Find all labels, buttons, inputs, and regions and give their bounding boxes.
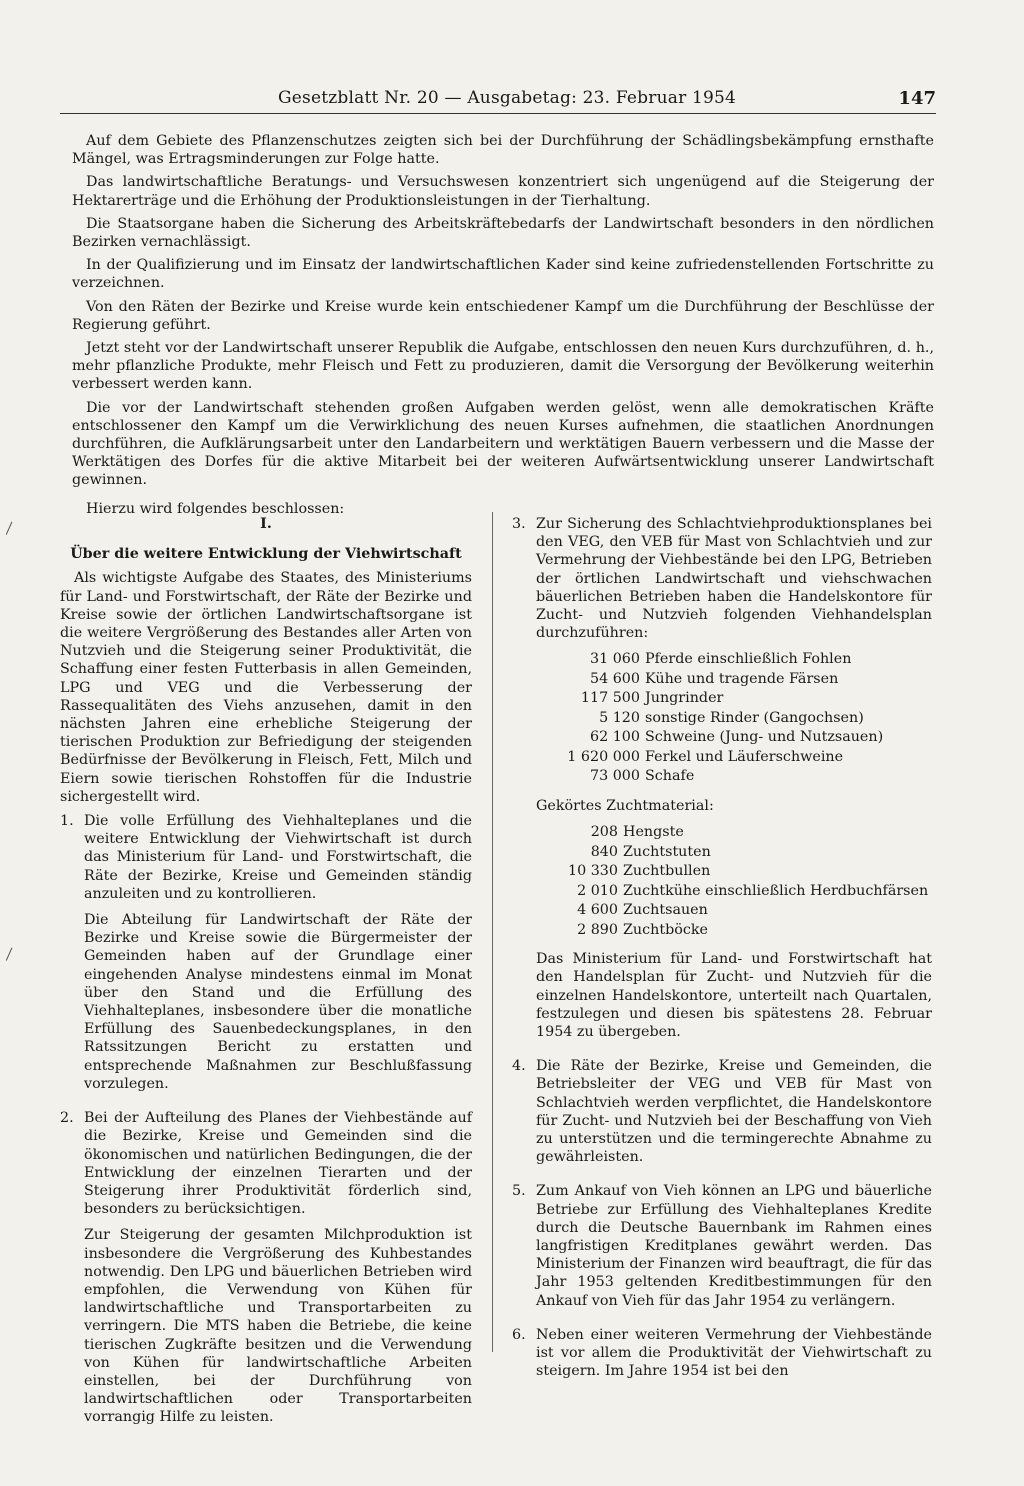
item-number: 1.	[60, 813, 74, 830]
stat-value: 117 500	[580, 690, 640, 707]
stat-label: Zuchtbullen	[623, 863, 711, 880]
left-column	[60, 515, 472, 1443]
stat-value: 208	[590, 824, 618, 841]
page-header	[60, 88, 936, 110]
header-title: Gesetzblatt Nr. 20 — Ausgabetag: 23. Februar 1954	[278, 88, 737, 108]
stat-label: Schafe	[645, 768, 695, 785]
stat-row	[536, 843, 932, 863]
section-title: Über die weitere Entwicklung der Viehwirtschaft	[70, 546, 462, 563]
stat-value: 840	[590, 843, 618, 860]
right-column	[512, 515, 932, 1396]
item-paragraph: Neben einer weiteren Vermehrung der Viehbestände ist vor allem die Produktivität der Viehwirtschaft zu steigern. Im Jahre 1954 ist bei den	[536, 1326, 932, 1380]
stat-label: Pferde einschließlich Fohlen	[645, 651, 852, 668]
stat-row	[536, 689, 932, 709]
section-lead: Als wichtigste Aufgabe des Staates, des Ministeriums für Land- und Forstwirtschaft, der Räte der Bezirke und Kreise sowie der örtlichen Landwirtschaftsorgane ist die weitere Vergrößerung des Bestandes aller Arten von Nutzvieh und die Steigerung seiner Produktivität, die Schaffung einer festen Futterbasis in allen Gemeinden, LPG und VEG und die Verbesserung der Rassequalitäten des Viehs anzusehen, damit in den nächsten Jahren eine erhebliche Steigerung der tierischen Produktion zur Befriedigung der steigenden Bedürfnisse der Bevölkerung in Fleisch, Fett, Milch und Eiern sowie tierischen Rohstoffen für die Industrie sichergestellt wird.	[60, 570, 472, 805]
list-item	[60, 1109, 472, 1434]
list-item	[512, 1057, 932, 1174]
stat-row	[536, 767, 932, 787]
stat-label: Hengste	[623, 824, 684, 841]
intro-text	[72, 132, 934, 523]
list-item	[512, 515, 932, 1049]
stat-row	[536, 823, 932, 843]
intro-paragraph: Auf dem Gebiete des Pflanzenschutzes zeigten sich bei der Durchführung der Schädlingsbekämpfung ernsthafte Mängel, was Ertragsminderungen zur Folge hatte.	[72, 133, 934, 168]
margin-pencil-mark	[6, 948, 25, 967]
stat-label: Kühe und tragende Färsen	[645, 670, 839, 687]
list-item	[512, 1326, 932, 1389]
breeding-subheading: Gekörtes Zuchtmaterial:	[536, 797, 714, 814]
page-number: 147	[898, 88, 936, 109]
item-number: 2.	[60, 1110, 74, 1127]
stat-label: Ferkel und Läuferschweine	[645, 748, 844, 765]
stat-row	[536, 901, 932, 921]
item-paragraph: Das Ministerium für Land- und Forstwirtschaft hat den Handelsplan für Zucht- und Nutzvieh für die einzelnen Handelskontore, unterteilt nach Quartalen, festzulegen und diesen bis spätestens 28. Februar 1954 zu übergeben.	[536, 951, 932, 1040]
stat-label: Zuchtsauen	[623, 902, 708, 919]
stat-value: 62 100	[589, 729, 640, 746]
stat-label: Jungrinder	[645, 690, 724, 707]
stat-label: sonstige Rinder (Gangochsen)	[645, 709, 864, 726]
item-number: 4.	[512, 1058, 526, 1075]
header-rule	[60, 113, 936, 114]
intro-resolution: Hierzu wird folgendes beschlossen:	[86, 500, 345, 517]
intro-paragraph: Die vor der Landwirtschaft stehenden großen Aufgaben werden gelöst, wenn alle demokratischen Kräfte entschlossener den Kampf um die Verwirklichung des neuen Kurses aufnehmen, die staatlichen Anordnungen durchführen, die Aufklärungsarbeit unter den Landarbeitern und werktätigen Bauern verbessern und die Masse der Werktätigen des Dorfes für die aktive Mitarbeit bei der weiteren Aufwärtsentwicklung unserer Landwirtschaft gewinnen.	[72, 399, 934, 489]
stat-row	[536, 670, 932, 690]
margin-pencil-mark	[6, 522, 25, 541]
section-number: I.	[260, 516, 272, 532]
item-paragraph: Die Räte der Bezirke, Kreise und Gemeinden, die Betriebsleiter der VEG und VEB für Mast von Schlachtvieh werden verpflichtet, die Handelskontore für Zucht- und Nutzvieh bei der Beschaffung von Vieh zu unterstützen und die termingerechte Abnahme zu gewährleisten.	[536, 1058, 932, 1166]
item-paragraph: Zur Steigerung der gesamten Milchproduktion ist insbesondere die Vergrößerung des Kuhbestandes notwendig. Den LPG und bäuerlichen Betrieben wird empfohlen, die Verwendung von Kühen für landwirtschaftliche und Transportarbeiten zu verringern. Die MTS haben die Betriebe, die keine tierischen Zugkräfte besitzen und die Verwendung von Kühen für landwirtschaftliche Arbeiten einstellen, bei der Durchführung von landwirtschaftlichen oder Transportarbeiten vorrangig Hilfe zu leisten.	[84, 1227, 472, 1426]
stat-row	[536, 748, 932, 768]
stat-row	[536, 882, 932, 902]
stat-row	[536, 921, 932, 941]
item-number: 5.	[512, 1183, 526, 1200]
item-number: 3.	[512, 516, 526, 532]
stat-label: Zuchtstuten	[623, 843, 711, 860]
stat-value: 10 330	[567, 863, 618, 880]
intro-paragraph: In der Qualifizierung und im Einsatz der landwirtschaftlichen Kader sind keine zufriedenstellenden Fortschritte zu verzeichnen.	[72, 257, 934, 292]
stat-label: Zuchtkühe einschließlich Herdbuchfärsen	[623, 882, 929, 899]
stat-value: 73 000	[589, 768, 640, 785]
list-item	[60, 812, 472, 1101]
stat-value: 2 890	[577, 921, 618, 938]
list-item	[512, 1182, 932, 1317]
intro-paragraph: Die Staatsorgane haben die Sicherung des Arbeitskräftebedarfs der Landwirtschaft besonders in den nördlichen Bezirken vernachlässigt.	[72, 215, 934, 251]
item-number: 6.	[512, 1326, 526, 1343]
livestock-plan-list	[536, 650, 932, 787]
item-paragraph: Die volle Erfüllung des Viehhalteplanes und die weitere Entwicklung der Viehwirtschaft ist durch das Ministerium für Land- und Forstwirtschaft, die Räte der Bezirke, Kreise und Gemeinden ständig anzuleiten und zu kontrollieren.	[84, 813, 472, 902]
intro-paragraph: Das landwirtschaftliche Beratungs- und Versuchswesen konzentriert sich ungenügend auf die Steigerung der Hektarerträge und die Erhöhung der Produktionsleistungen in der Tierhaltung.	[72, 174, 934, 209]
stat-value: 5 120	[599, 709, 640, 726]
stat-row	[536, 728, 932, 748]
intro-paragraph: Jetzt steht vor der Landwirtschaft unserer Republik die Aufgabe, entschlossen den neuen Kurs durchzuführen, d. h., mehr pflanzliche Produkte, mehr Fleisch und Fett zu produzieren, damit die Versorgung der Bevölkerung weiterhin verbessert werden kann.	[72, 340, 934, 393]
stat-value: 54 600	[589, 670, 640, 687]
stat-value: 1 620 000	[567, 748, 640, 765]
stat-value: 31 060	[589, 651, 640, 668]
item-paragraph: Bei der Aufteilung des Planes der Viehbestände auf die Bezirke, Kreise und Gemeinden sind die ökonomischen und natürlichen Bedingungen, die der Entwicklung der einzelnen Tierarten und der Steigerung ihrer Produktivität förderlich sind, besonders zu berücksichtigen.	[84, 1110, 472, 1218]
stat-value: 2 010	[577, 882, 618, 899]
intro-paragraph: Von den Räten der Bezirke und Kreise wurde kein entschiedener Kampf um die Durchführung der Beschlüsse der Regierung geführt.	[72, 298, 934, 333]
stat-label: Zuchtböcke	[623, 921, 708, 938]
column-divider	[492, 512, 493, 1352]
item-paragraph: Zur Sicherung des Schlachtviehproduktionsplanes bei den VEG, den VEB für Mast von Schlachtvieh und zur Vermehrung der Viehbestände bei den LPG, Betrieben der örtlichen Landwirtschaft und viehschwachen bäuerlichen Betrieben haben die Handelskontore für Zucht- und Nutzvieh folgenden Viehhandelsplan durchzuführen:	[536, 516, 932, 642]
item-paragraph: Die Abteilung für Landwirtschaft der Räte der Bezirke und Kreise sowie die Bürgermeister der Gemeinden haben auf der Grundlage einer eingehenden Analyse mindestens einmal im Monat über den Stand und die Erfüllung des Viehhalteplanes, insbesondere über die monatliche Erfüllung des Sauenbedeckungsplanes, in den Ratssitzungen Bericht zu erstatten und entsprechende Maßnahmen zur Beschlußfassung vorzulegen.	[84, 912, 472, 1092]
stat-label: Schweine (Jung- und Nutzsauen)	[645, 729, 884, 746]
stat-row	[536, 650, 932, 670]
stat-row	[536, 862, 932, 882]
stat-row	[536, 709, 932, 729]
stat-value: 4 600	[577, 902, 618, 919]
breeding-material-list	[536, 823, 932, 940]
item-paragraph: Zum Ankauf von Vieh können an LPG und bäuerliche Betriebe zur Erfüllung des Viehhalteplanes Kredite durch die Deutsche Bauernbank im Rahmen eines langfristigen Kreditplanes gewährt werden. Das Ministerium der Finanzen wird beauftragt, die für das Jahr 1953 geltenden Kreditbestimmungen für den Ankauf von Vieh für das Jahr 1954 zu verlängern.	[536, 1183, 932, 1309]
